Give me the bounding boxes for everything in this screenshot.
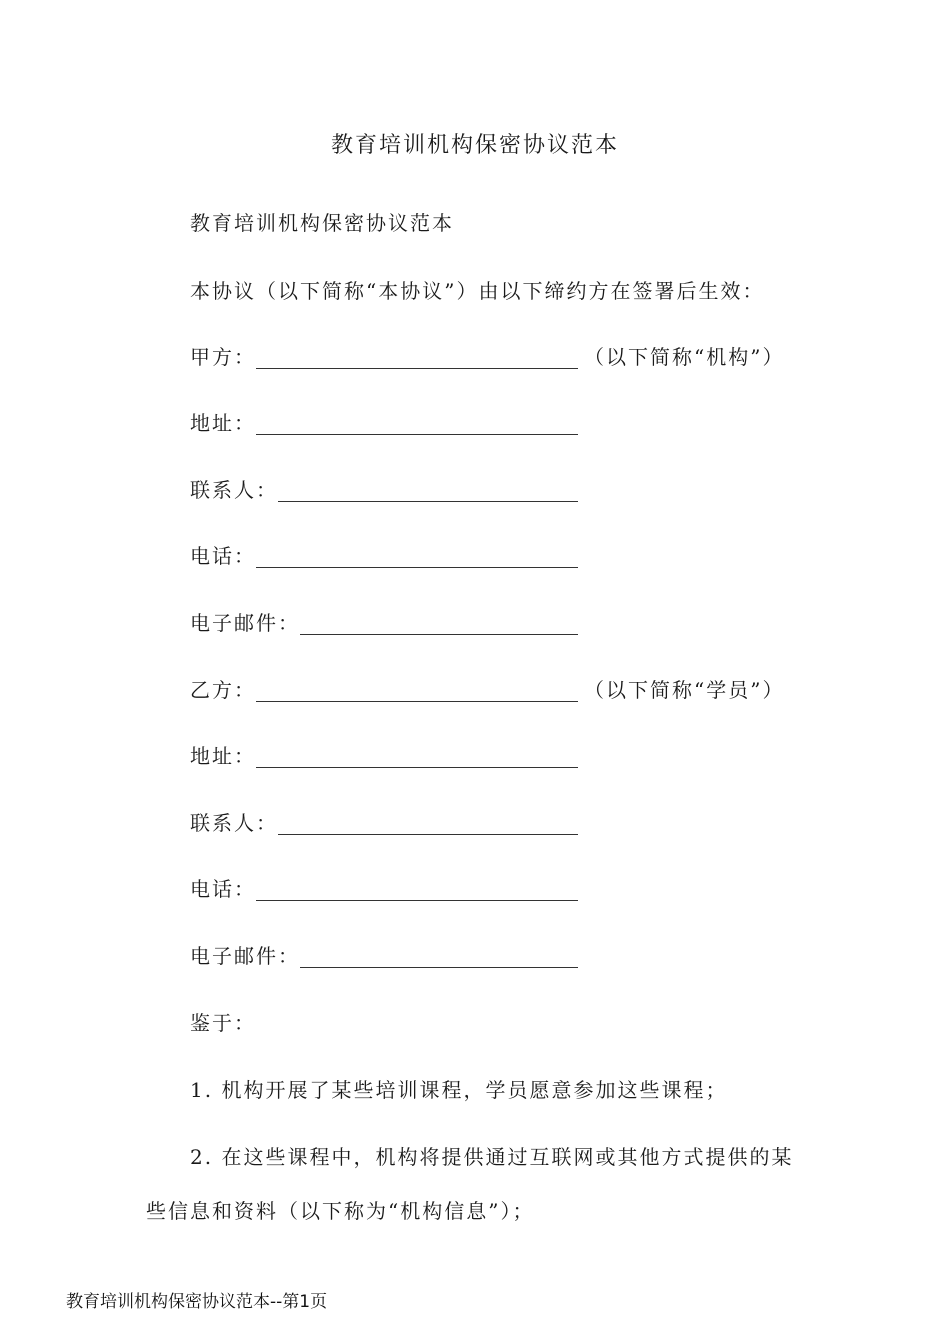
page-footer: 教育培训机构保密协议范本--第1页	[66, 1292, 328, 1312]
party-a-name-suffix: （以下简称“机构”）	[584, 345, 785, 369]
party-b-email-blank	[300, 945, 578, 968]
party-b-phone-label: 电话：	[190, 877, 256, 901]
party-b-contact-label: 联系人：	[190, 811, 278, 835]
party-a-email-blank	[300, 612, 578, 635]
party-b-email-label: 电子邮件：	[190, 944, 300, 968]
party-a-address-row	[190, 408, 578, 438]
party-b-name-label: 乙方：	[190, 678, 256, 702]
party-a-address-label: 地址：	[190, 411, 256, 435]
clause-2: 2. 在这些课程中，机构将提供通过互联网或其他方式提供的某些信息和资料（以下称为“机构信息”）；	[146, 1145, 794, 1223]
party-a-contact-blank	[278, 479, 578, 502]
party-a-phone-blank	[256, 545, 578, 568]
party-a-contact-label: 联系人：	[190, 478, 278, 502]
party-a-email-label: 电子邮件：	[190, 611, 300, 635]
document-subtitle: 教育培训机构保密协议范本	[190, 211, 454, 235]
party-a-address-blank	[256, 412, 578, 435]
party-a-name-blank	[256, 346, 578, 369]
party-b-name-blank	[256, 679, 578, 702]
party-b-phone-row	[190, 874, 578, 904]
clause-1: 1. 机构开展了某些培训课程，学员愿意参加这些课程；	[190, 1078, 728, 1102]
party-a-name-row	[190, 342, 784, 372]
party-b-contact-row	[190, 808, 578, 838]
party-b-address-blank	[256, 745, 578, 768]
party-b-address-row	[190, 741, 578, 771]
document-title: 教育培训机构保密协议范本	[330, 133, 619, 158]
party-a-phone-row	[190, 541, 578, 571]
whereas-label: 鉴于：	[190, 1011, 256, 1035]
party-b-name-suffix: （以下简称“学员”）	[584, 678, 785, 702]
party-b-email-row	[190, 941, 578, 971]
party-b-phone-blank	[256, 878, 578, 901]
party-a-name-label: 甲方：	[190, 345, 256, 369]
party-b-address-label: 地址：	[190, 744, 256, 768]
party-b-name-row	[190, 675, 784, 705]
party-a-contact-row	[190, 475, 578, 505]
party-a-phone-label: 电话：	[190, 544, 256, 568]
party-b-contact-blank	[278, 812, 578, 835]
party-a-email-row	[190, 608, 578, 638]
intro-text: 本协议（以下简称“本协议”）由以下缔约方在签署后生效：	[190, 279, 765, 303]
